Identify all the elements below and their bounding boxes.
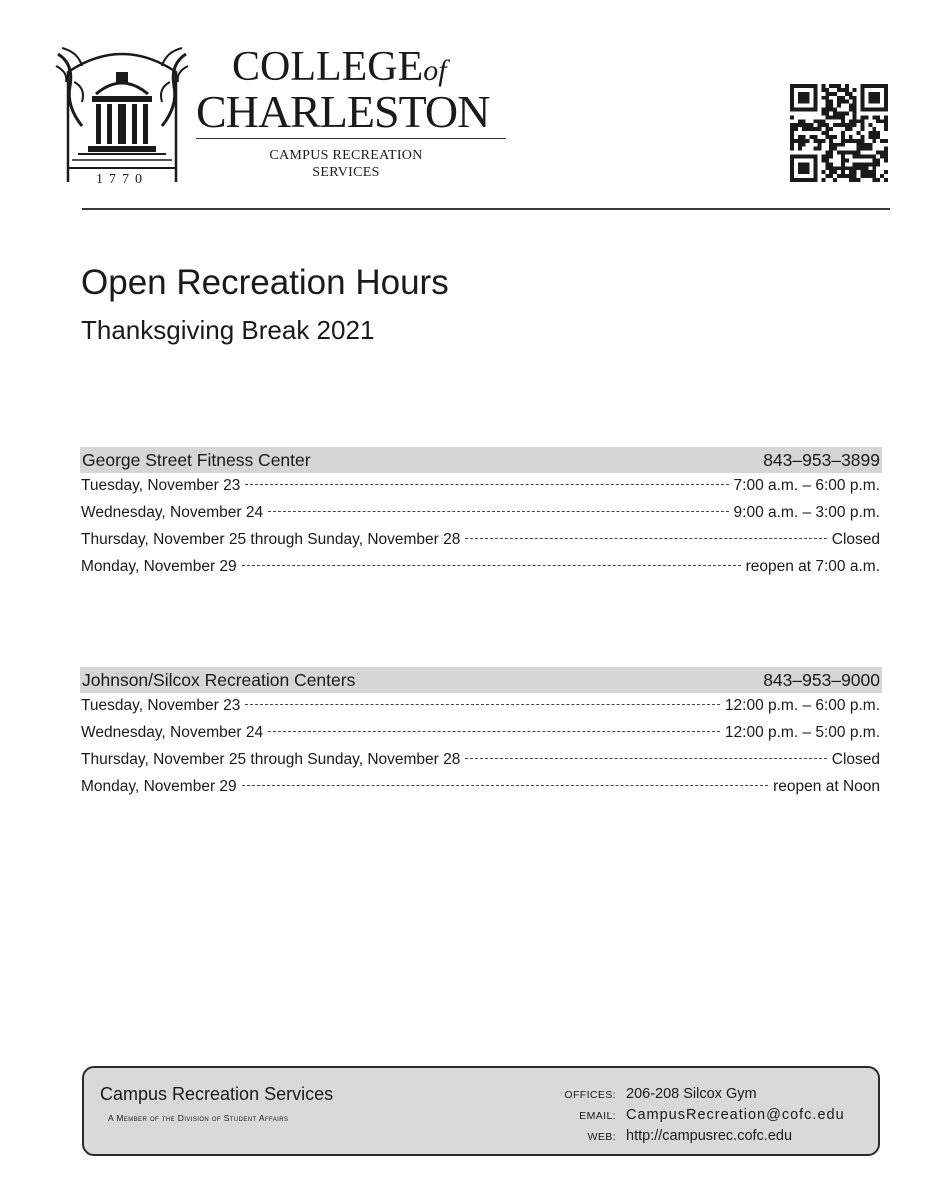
section-george-street bbox=[80, 447, 882, 585]
wordmark-of: of bbox=[423, 54, 447, 87]
qr-code-icon[interactable] bbox=[790, 84, 888, 182]
schedule-row bbox=[80, 697, 882, 724]
footer-org-name: Campus Recreation Services bbox=[100, 1084, 334, 1104]
dot-leader bbox=[465, 758, 826, 759]
schedule-hours: 12:00 p.m. – 6:00 p.m. bbox=[724, 697, 880, 714]
schedule-hours: reopen at 7:00 a.m. bbox=[745, 558, 880, 575]
schedule-row bbox=[80, 504, 882, 531]
offices-label: OFFICES: bbox=[564, 1089, 616, 1101]
schedule-hours: Closed bbox=[831, 751, 880, 768]
offices-value: 206-208 Silcox Gym bbox=[626, 1086, 757, 1102]
section-header bbox=[80, 667, 882, 693]
schedule-hours: reopen at Noon bbox=[773, 778, 880, 795]
schedule-day: Thursday, November 25 through Sunday, November 28 bbox=[81, 531, 461, 548]
schedule-day: Monday, November 29 bbox=[81, 778, 237, 795]
dot-leader bbox=[245, 704, 720, 705]
dot-leader bbox=[242, 785, 768, 786]
schedule-day: Thursday, November 25 through Sunday, November 28 bbox=[81, 751, 461, 768]
schedule-day: Monday, November 29 bbox=[81, 558, 237, 575]
header-divider bbox=[82, 208, 890, 210]
facility-phone[interactable]: 843–953–3899 bbox=[763, 449, 880, 470]
department-line-2: SERVICES bbox=[312, 165, 380, 180]
schedule-row bbox=[80, 724, 882, 751]
dot-leader bbox=[465, 538, 826, 539]
email-label: EMAIL: bbox=[579, 1110, 616, 1122]
footer-contact-box bbox=[82, 1066, 880, 1156]
facility-name: Johnson/Silcox Recreation Centers bbox=[82, 669, 356, 690]
web-link[interactable]: http://campusrec.cofc.edu bbox=[626, 1128, 793, 1144]
schedule-row bbox=[80, 477, 882, 504]
dot-leader bbox=[268, 511, 728, 512]
schedule-hours: 12:00 p.m. – 5:00 p.m. bbox=[724, 724, 880, 741]
schedule-hours: 7:00 a.m. – 6:00 p.m. bbox=[733, 477, 880, 494]
wordmark-college: COLLEGE bbox=[232, 44, 424, 90]
college-wordmark bbox=[196, 44, 506, 181]
web-label: WEB: bbox=[587, 1131, 616, 1143]
schedule-hours: Closed bbox=[831, 531, 880, 548]
contact-web bbox=[554, 1128, 845, 1149]
contact-email bbox=[554, 1107, 845, 1128]
wordmark-rule bbox=[196, 138, 506, 139]
department-line-1: CAMPUS RECREATION bbox=[269, 148, 423, 163]
footer-contacts bbox=[554, 1086, 845, 1149]
dot-leader bbox=[268, 731, 720, 732]
schedule-day: Tuesday, November 23 bbox=[81, 477, 241, 494]
college-seal-icon bbox=[52, 42, 192, 190]
dot-leader bbox=[245, 484, 728, 485]
schedule-row bbox=[80, 751, 882, 778]
schedule-row bbox=[80, 531, 882, 558]
dot-leader bbox=[242, 565, 741, 566]
email-link[interactable]: CampusRecreation@cofc.edu bbox=[626, 1107, 845, 1123]
schedule-hours: 9:00 a.m. – 3:00 p.m. bbox=[733, 504, 880, 521]
schedule-day: Wednesday, November 24 bbox=[81, 724, 264, 741]
college-logo bbox=[52, 42, 192, 190]
section-johnson-silcox bbox=[80, 667, 882, 805]
footer-tagline: A Member of the Division of Student Affairs bbox=[108, 1113, 289, 1123]
page-subtitle: Thanksgiving Break 2021 bbox=[81, 315, 375, 345]
contact-offices bbox=[554, 1086, 845, 1107]
wordmark-charleston: CHARLESTON bbox=[196, 86, 490, 137]
section-header bbox=[80, 447, 882, 473]
page-title: Open Recreation Hours bbox=[81, 263, 449, 302]
schedule-day: Wednesday, November 24 bbox=[81, 504, 264, 521]
facility-name: George Street Fitness Center bbox=[82, 449, 311, 470]
department-name bbox=[196, 147, 496, 181]
facility-phone[interactable]: 843–953–9000 bbox=[763, 669, 880, 690]
schedule-day: Tuesday, November 23 bbox=[81, 697, 241, 714]
logo-year: 1770 bbox=[96, 172, 148, 187]
schedule-row bbox=[80, 778, 882, 805]
schedule-row bbox=[80, 558, 882, 585]
